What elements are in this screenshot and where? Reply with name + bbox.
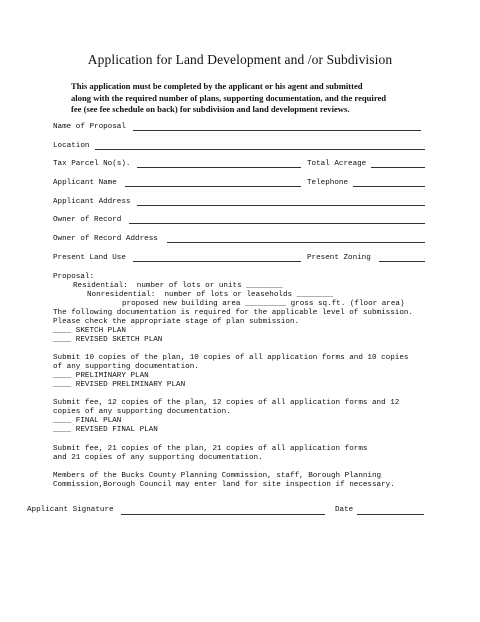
documentation-note [53,309,413,328]
preliminary-instructions [53,354,408,373]
field-label: Location [53,142,90,150]
tax-parcel-field[interactable] [53,158,425,170]
revised-sketch-plan-checkbox[interactable]: ____ REVISED SKETCH PLAN [53,336,163,345]
final-plan-options [53,417,158,436]
sketch-plan-options [53,327,162,346]
present-land-use-line[interactable] [133,261,301,262]
form-title: Application for Land Development and /or Subdivision [87,52,393,67]
applicant-name-line[interactable] [125,186,301,187]
field-label: Total Acreage [307,160,367,168]
intro-line: along with the required number of plans, supporting documentation, and the required [71,92,387,103]
field-label: Present Zoning [307,254,371,262]
revised-preliminary-plan-checkbox[interactable]: ____ REVISED PRELIMINARY PLAN [53,381,186,390]
date-label: Date [335,506,354,514]
intro-line: fee (see fee schedule on back) for subdivision and land development reviews. [71,104,350,115]
consent-line: Members of the Bucks County Planning Commission, staff, Borough Planning [53,472,382,480]
field-label: Owner of Record [53,216,122,224]
proposal-name-line[interactable] [133,130,421,131]
intro-instructions [71,81,431,116]
field-label: Telephone [307,179,349,187]
instruction-line: and 21 copies of any supporting documentation. [53,454,263,463]
consent-line: Commission,Borough Council may enter land for site inspection if necessary. [53,481,395,490]
date-line[interactable] [357,514,424,515]
owner-address-line[interactable] [167,242,425,243]
tax-parcel-line[interactable] [137,167,301,168]
site-inspection-consent [53,472,395,491]
owner-address-field[interactable] [53,233,425,245]
instruction-line: copies of any supporting documentation. [53,408,231,417]
fee-instructions [53,445,367,464]
instruction-line: Submit fee, 21 copies of the plan, 21 copies of all application forms [53,445,368,453]
owner-of-record-field[interactable] [53,214,425,226]
field-label: Present Land Use [53,254,126,262]
residential-line[interactable]: Residential: number of lots or units ________ [73,282,283,290]
instruction-line: Submit 10 copies of the plan, 10 copies of all application forms and 10 copies [53,354,409,362]
field-label: Name of Proposal [53,123,126,131]
total-acreage-line[interactable] [371,167,425,168]
instruction-line: Submit fee, 12 copies of the plan, 12 copies of all application forms and 12 [53,399,400,407]
signature-row [27,505,427,517]
field-label: Tax Parcel No(s). [53,160,131,168]
field-label: Applicant Name [53,179,117,187]
sketch-plan-checkbox[interactable]: ____ SKETCH PLAN [53,327,126,335]
signature-label: Applicant Signature [27,506,114,514]
present-land-use-field[interactable] [53,252,425,264]
proposal-heading: Proposal: [53,273,95,281]
instruction-line: of any supporting documentation. [53,363,199,372]
applicant-address-field[interactable] [53,196,425,208]
owner-of-record-line[interactable] [129,223,425,224]
note-line: The following documentation is required for the applicable level of submission. [53,309,414,317]
applicant-address-line[interactable] [137,205,425,206]
preliminary-plan-options [53,372,185,391]
preliminary-plan-checkbox[interactable]: ____ PRELIMINARY PLAN [53,372,149,380]
applicant-name-field[interactable] [53,177,425,189]
present-zoning-line[interactable] [379,261,425,262]
final-plan-checkbox[interactable]: ____ FINAL PLAN [53,417,122,425]
proposal-name-field[interactable] [53,121,425,133]
final-instructions [53,399,399,418]
intro-line: This application must be completed by the applicant or his agent and submitted [71,81,363,91]
location-line[interactable] [95,149,425,150]
note-line: Please check the appropriate stage of plan submission. [53,318,300,327]
revised-final-plan-checkbox[interactable]: ____ REVISED FINAL PLAN [53,426,158,435]
field-label: Owner of Record Address [53,235,158,243]
nonresidential-line[interactable]: Nonresidential: number of lots or leaseholds ________ [87,291,334,299]
signature-line[interactable] [121,514,325,515]
telephone-line[interactable] [353,186,425,187]
location-field[interactable] [53,140,425,152]
field-label: Applicant Address [53,198,131,206]
building-area-line[interactable]: proposed new building area _________ gross sq.ft. (floor area) [122,300,405,308]
